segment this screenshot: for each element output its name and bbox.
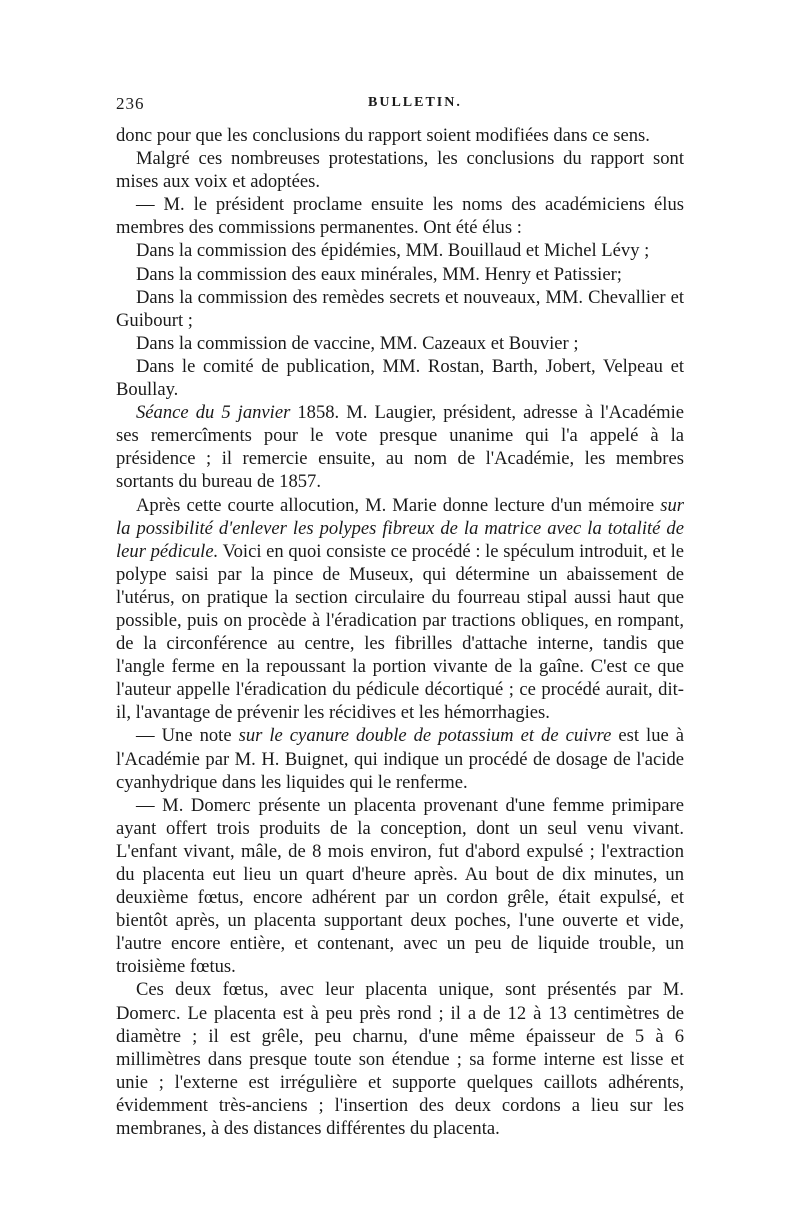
paragraph-text: Après cette courte allocution, M. Marie donne lecture d'un mémoire	[136, 494, 661, 516]
commission-list-item: Dans la commission des épidémies, MM. Bouillaud et Michel Lévy ;	[136, 240, 650, 262]
paragraph: Ces deux fœtus, avec leur placenta unique, sont présentés par M. Domerc. Le placenta est à peu près rond ; il a de 12 à 13 centimètres de diamètre ; il est grêle, peu charnu, d'une même épaisseur de 5 à 6 millimètres dans presque toute son étendue ; sa forme interne est lisse et unie ; l'externe est irrégulière et supporte quelques caillots adhérents, évidemment très-anciens ; l'insertion des deux cordons a lieu sur les membranes, à des distances différentes du placenta.	[116, 979, 684, 1140]
book-page	[116, 94, 684, 1140]
commission-list-item: Dans le comité de publication, MM. Rostan, Barth, Jobert, Velpeau et Boullay.	[116, 355, 684, 401]
commission-list-item: Dans la commission des eaux minérales, MM. Henry et Patissier;	[136, 263, 622, 285]
running-head: BULLETIN.	[368, 95, 462, 110]
commission-list-item: Dans la commission des remèdes secrets et nouveaux, MM. Chevallier et Guibourt ;	[116, 286, 684, 331]
page-body	[116, 124, 684, 1140]
paragraph	[116, 724, 684, 793]
paragraph-text: Voici en quoi consiste ce procédé : le spéculum introduit, et le polype saisi par la pince de Museux, qui détermine un abaissement de l'utérus, on pratique la section circulaire du fourreau stipal aussi haut que possible, puis on procède à l'éradication par tractions obliques, en rompant, de la circonférence au centre, les fibrilles d'attache interne, tandis que l'angle ferme en la repoussant la portion vivante de la gaîne. C'est ce que l'auteur appelle l'éradication du pédicule décortiqué ; ce procédé aurait, dit-il, l'avantage de prévenir les récidives et les hémorrhagies.	[116, 540, 684, 724]
paragraph-text: est lue à l'Académie par M. H. Buignet, qui indique un procédé de dosage de l'acide cyanhydrique dans les liquides qui le renferme.	[116, 725, 684, 793]
memoir-title: sur la possibilité d'enlever les polypes fibreux de la matrice avec la totalité de leur pédicule.	[116, 494, 684, 562]
note-title: sur le cyanure double de potassium et de cuivre	[238, 725, 612, 747]
paragraph	[116, 494, 684, 725]
paragraph-text: — Une note	[136, 725, 239, 747]
paragraph: — M. Domerc présente un placenta provenant d'une femme primipare ayant offert trois produits de la conception, dont un seul venu vivant. L'enfant vivant, mâle, de 8 mois environ, fut d'abord expulsé ; l'extraction du placenta eut lieu un quart d'heure après. Au bout de dix minutes, un deuxième fœtus, encore adhérent par un cordon grêle, était expulsé, et bientôt après, un placenta supportant deux poches, l'une ouverte et vide, l'autre encore entière, et contenant, avec un peu de liquide trouble, un troisième fœtus.	[116, 794, 684, 978]
session-date: Séance du 5 janvier	[136, 402, 291, 424]
paragraph: Malgré ces nombreuses protestations, les conclusions du rapport sont mises aux voix et adoptées.	[116, 148, 684, 193]
paragraph: — M. le président proclame ensuite les noms des académiciens élus membres des commissions permanentes. Ont été élus :	[116, 194, 684, 239]
paragraph: donc pour que les conclusions du rapport soient modifiées dans ce sens.	[116, 125, 650, 146]
paragraph	[116, 401, 684, 493]
page-header	[116, 94, 684, 124]
paragraph-text: 1858. M. Laugier, président, adresse à l'Académie ses remercîments pour le vote presque unanime qui l'a appelé à la présidence ; il remercie ensuite, au nom de l'Académie, les membres sortants du bureau de 1857.	[116, 402, 684, 493]
page-number: 236	[116, 94, 145, 113]
commission-list-item: Dans la commission de vaccine, MM. Cazeaux et Bouvier ;	[136, 332, 579, 354]
